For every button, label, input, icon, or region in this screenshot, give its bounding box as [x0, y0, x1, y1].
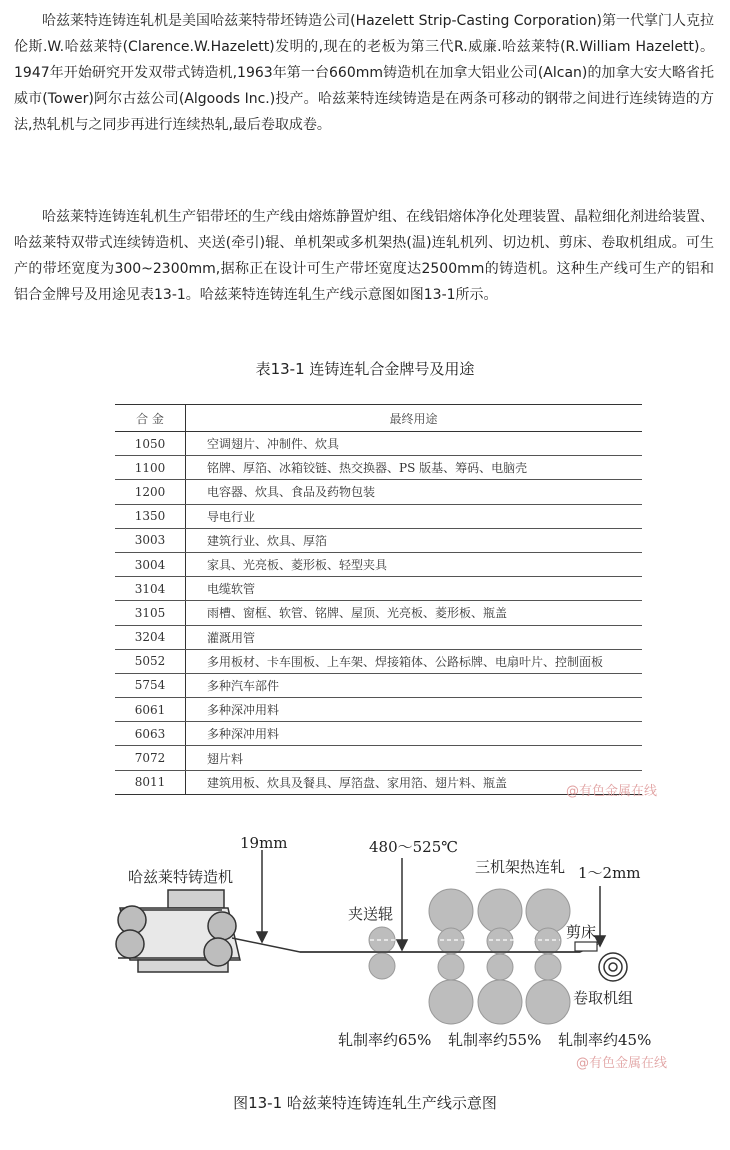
label-thickness-out: 1～2mm [578, 864, 641, 882]
header-usage: 最终用途 [186, 405, 643, 432]
alloy-cell: 3105 [115, 601, 186, 625]
label-thickness-in: 19mm [240, 834, 288, 852]
usage-cell: 多种深冲用料 [186, 722, 643, 746]
alloy-usage-table [115, 404, 642, 795]
table-row [115, 770, 642, 794]
coiler [599, 953, 627, 981]
alloy-cell: 6063 [115, 722, 186, 746]
table-row [115, 746, 642, 770]
usage-cell: 灌溉用管 [186, 625, 643, 649]
paragraph-production-line: 哈兹莱特连铸连轧机生产铝带坯的生产线由熔炼静置炉组、在线铝熔体净化处理装置、晶粒细化剂进给装置、哈兹莱特双带式连续铸造机、夹送(牵引)辊、单机架或多机架热(温)连轧机列、切边机、剪床、卷取机组成。可生产的带坯宽度为300~2300mm,据称正在设计可生产带坯宽度达2500mm的铸造机。这种生产线可生产的铝和铝合金牌号及用途见表13-1。哈兹莱特连铸连轧生产线示意图如图13-1所示。 [14, 209, 714, 303]
thickness-in-arrowhead [257, 932, 267, 942]
hot-mill-stands [429, 889, 570, 1024]
caster-roll [204, 938, 232, 966]
usage-cell: 导电行业 [186, 504, 643, 528]
usage-cell: 家具、光亮板、菱形板、轻型夹具 [186, 552, 643, 576]
label-pinch-roll: 夹送辊 [348, 905, 394, 923]
alloy-cell: 3104 [115, 577, 186, 601]
backup-roll [429, 980, 473, 1024]
shear-blade [575, 942, 597, 951]
temperature-arrowhead [397, 940, 407, 950]
label-shear: 剪床 [566, 923, 597, 941]
work-roll [535, 928, 561, 954]
figure-caption: 图13-1 哈兹莱特连铸连轧生产线示意图 [233, 1094, 497, 1112]
alloy-cell: 1050 [115, 432, 186, 456]
pinch-rolls [369, 927, 395, 979]
table-row [115, 528, 642, 552]
label-reduction-3: 轧制率约45% [558, 1031, 652, 1049]
table-row [115, 504, 642, 528]
alloy-cell: 5052 [115, 649, 186, 673]
alloy-cell: 3004 [115, 552, 186, 576]
pinch-roll-bottom [369, 953, 395, 979]
caster-roll [208, 912, 236, 940]
caster-roll [116, 930, 144, 958]
label-reduction-2: 轧制率约55% [448, 1031, 542, 1049]
table-header-row [115, 405, 642, 432]
backup-roll [526, 889, 570, 933]
caster-top-box [168, 890, 224, 908]
label-reduction-1: 轧制率约65% [338, 1031, 432, 1049]
work-roll [487, 928, 513, 954]
table-row [115, 577, 642, 601]
backup-roll [478, 980, 522, 1024]
table-row [115, 722, 642, 746]
table-row [115, 601, 642, 625]
alloy-cell: 1350 [115, 504, 186, 528]
backup-roll [429, 889, 473, 933]
table-row [115, 649, 642, 673]
header-alloy: 合 金 [115, 405, 186, 432]
table-row [115, 432, 642, 456]
usage-cell: 雨槽、窗框、软管、铭牌、屋顶、光亮板、菱形板、瓶盖 [186, 601, 643, 625]
usage-cell: 建筑行业、炊具、厚箔 [186, 528, 643, 552]
paragraph-history: 哈兹莱特连铸连轧机是美国哈兹莱特带坯铸造公司(Hazelett Strip-Casting Corporation)第一代掌门人克拉伦斯.W.哈兹莱特(Clarence.W.Hazelett)发明的,现在的老板为第三代R.威廉.哈兹莱特(R.William Hazelett)。1947年开始研究开发双带式铸造机,1963年第一台660mm铸造机在加拿大铝业公司(Alcan)的加拿大安大略省托威市(Tower)阿尔古兹公司(Algoods Inc.)投产。哈兹莱特连续铸造是在两条可移动的钢带之间进行连续铸造的方法,热轧机与之同步再进行连续热轧,最后卷取成卷。 [14, 13, 714, 133]
backup-roll [526, 980, 570, 1024]
usage-cell: 电缆软管 [186, 577, 643, 601]
usage-cell: 建筑用板、炊具及餐具、厚箔盘、家用箔、翅片料、瓶盖 [207, 775, 508, 790]
table-title: 表13-1 连铸连轧合金牌号及用途 [255, 360, 475, 378]
caster-machine-illustration [116, 890, 240, 972]
watermark: @有色金属在线 [576, 1056, 668, 1071]
table-row [115, 480, 642, 504]
label-coiler: 卷取机组 [573, 989, 634, 1007]
table-row [115, 673, 642, 697]
usage-cell: 多用板材、卡车围板、上车架、焊接箱体、公路标牌、电扇叶片、控制面板 [186, 649, 643, 673]
alloy-cell: 3003 [115, 528, 186, 552]
work-roll [438, 954, 464, 980]
work-roll [438, 928, 464, 954]
table-row [115, 625, 642, 649]
label-caster: 哈兹莱特铸造机 [128, 868, 234, 886]
table-row [115, 552, 642, 576]
table-row [115, 698, 642, 722]
alloy-cell: 8011 [115, 770, 186, 794]
table-row [115, 456, 642, 480]
alloy-cell: 6061 [115, 698, 186, 722]
alloy-cell: 7072 [115, 746, 186, 770]
alloy-cell: 1100 [115, 456, 186, 480]
production-line-diagram [0, 820, 730, 1085]
usage-cell: 空调翅片、冲制件、炊具 [186, 432, 643, 456]
label-temperature: 480～525℃ [369, 838, 459, 856]
coil-inner [609, 963, 617, 971]
usage-cell: 翅片料 [186, 746, 643, 770]
work-roll [535, 954, 561, 980]
alloy-cell: 5754 [115, 673, 186, 697]
usage-cell: 多种汽车部件 [186, 673, 643, 697]
coil-middle [604, 958, 622, 976]
backup-roll [478, 889, 522, 933]
label-hot-mill: 三机架热连轧 [475, 858, 566, 876]
coil-outer [599, 953, 627, 981]
watermark: @有色金属在线 [566, 784, 658, 799]
usage-cell: 铭牌、厚箔、冰箱铰链、热交换器、PS 版基、筹码、电脑壳 [186, 456, 643, 480]
alloy-cell: 3204 [115, 625, 186, 649]
work-roll [487, 954, 513, 980]
usage-cell: 电容器、炊具、食品及药物包装 [186, 480, 643, 504]
alloy-cell: 1200 [115, 480, 186, 504]
usage-cell: 多种深冲用料 [186, 698, 643, 722]
